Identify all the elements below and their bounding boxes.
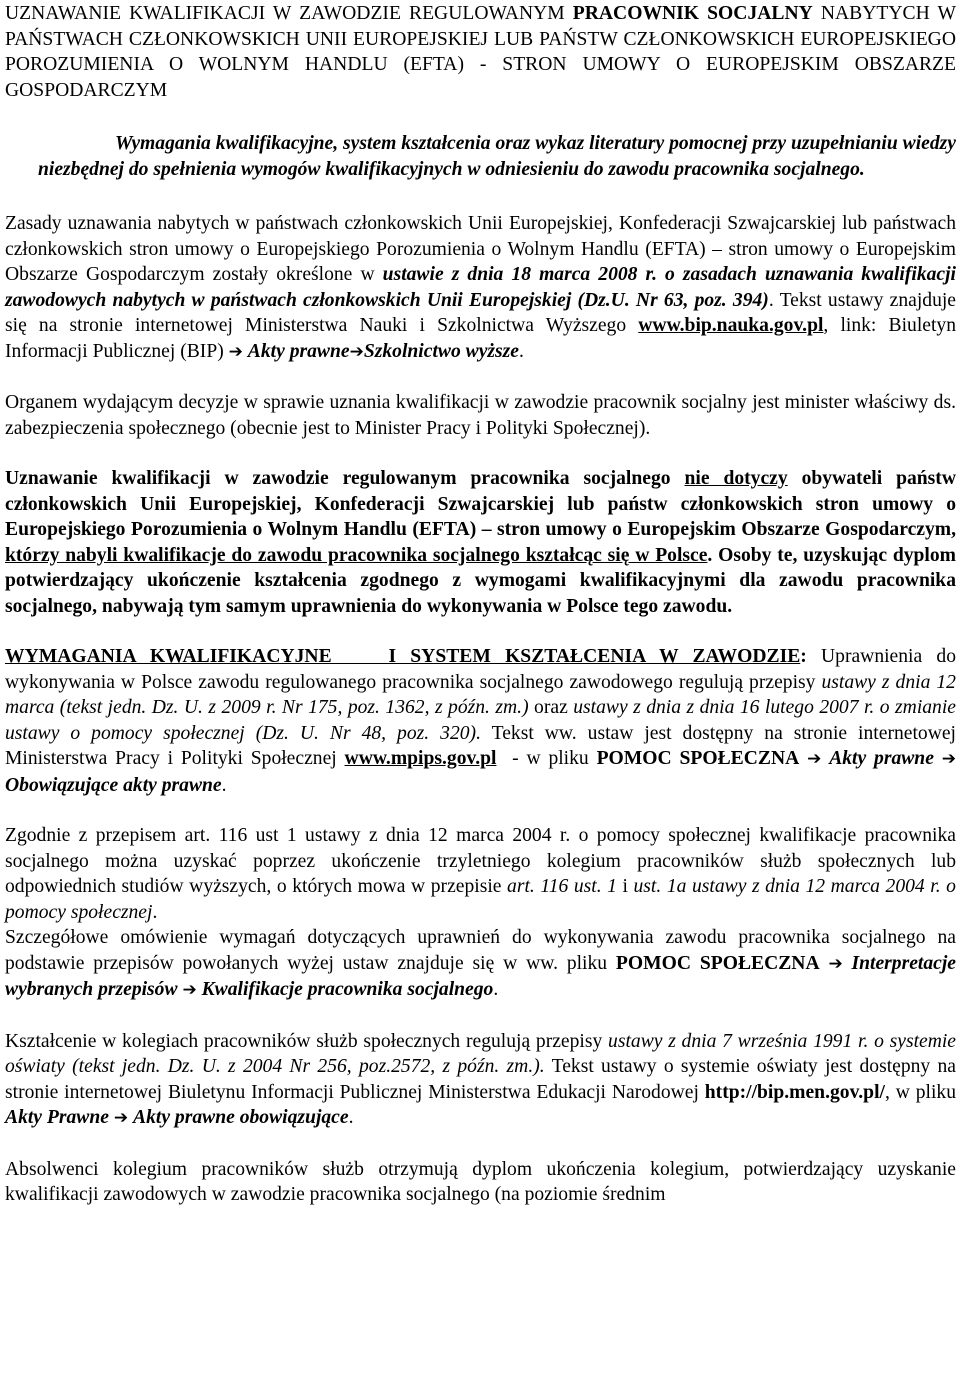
arrow-right-icon: ➔ [941,749,956,769]
link-bip-nauka[interactable]: www.bip.nauka.gov.pl [638,315,824,336]
arrow-right-icon: ➔ [113,1108,129,1128]
text: i [616,876,634,897]
arrow-right-icon: ➔ [828,953,843,974]
text: - w pliku [496,748,597,769]
text: Uznawanie kwalifikacji w zawodzie regulowanym pracownika socjalnego [5,468,685,489]
emphasis-underlined: nie dotyczy [684,468,788,489]
text: Uprawnienia do wykonywania w Polsce zawodu regulowanego pracownika socjalnego zawodowego regulują przepisy [5,646,956,693]
text: oraz [528,697,574,718]
text: . [519,340,524,362]
text: , w pliku [884,1081,956,1103]
link-bip-men[interactable]: http://bip.men.gov.pl/ [704,1081,885,1103]
text: Tekst ww. ustaw jest dostępny na stronie internetowej Ministerstwa Pracy i Polityki Społecznej [5,722,956,769]
spacer [5,798,956,823]
text: . Tekst ustawy znajduje się na stronie internetowej Ministerstwa Nauki i Szkolnictwa Wyższego [5,289,957,336]
emphasis-underlined: którzy nabyli kwalifikacje do zawodu pracownika socjalnego kształcąc się w Polsce [5,544,708,566]
spacer [5,1004,956,1029]
text: Zgodnie z przepisem art. 116 ust 1 ustawy z dnia 12 marca 2004 r. o pomocy społecznej kwalifikacje pracownika socjalnego można uzyskać poprzez ukończenie trzyletniego kolegium pracowników służb społecznych lub odpowiednich studiów wyższych, o których mowa w przepisie [5,825,956,897]
text: Tekst ustawy o systemie oświaty jest dostępny na stronie internetowej Biuletynu Informacji Publicznej Ministerstwa Edukacji Narodowej [5,1056,957,1103]
text: . [152,901,158,923]
nav-szkolnictwo-wyzsze: Szkolnictwo wyższe [363,340,519,362]
document-page [5,0,956,1208]
nav-obowiazujace-akty: Obowiązujące akty prawne [5,774,222,796]
spacer [5,103,956,131]
text: . [348,1107,354,1128]
document-subtitle [5,131,956,182]
paragraph-exemption [5,466,956,619]
text: : [800,646,807,667]
paragraph-authority [5,390,956,441]
spacer [5,619,956,644]
text: obywateli państw członkowskich Unii Europejskiej, Konfederacji Szwajcarskiej lub państw członkowskich stron umowy o Europejskiego Porozumienia o Wolnym Handlu (EFTA) – stron umowy o Europejskim Obszarze Gospodarczym, [5,468,956,540]
spacer [5,182,956,211]
arrow-right-icon: ➔ [807,749,822,769]
document-header [5,1,956,103]
text: . Osoby te, uzyskując dyplom potwierdzający ukończenie kształcenia zgodnego z wymogami kwalifikacyjnymi dla zawodu pracownika socjalnego, nabywają tym samym uprawnienia do wykonywania w Polsce tego zawodu. [5,544,956,617]
paragraph-qualifications [5,823,956,925]
law-citation: ustawie z dnia 18 marca 2008 r. o zasadach uznawania kwalifikacji zawodowych nabytych w państwach członkowskich Unii Europejskiej (Dz.U. Nr 63, poz. 394) [5,264,956,311]
text: , link: Biuletyn Informacji Publicznej (BIP) [5,315,956,362]
spacer [5,1132,956,1157]
header-profession: PRACOWNIK SOCJALNY [572,3,813,24]
spacer [5,441,956,466]
nav-akty-prawne: Akty Prawne [5,1107,109,1128]
text: Szczegółowe omówienie wymagań dotyczących uprawnień do wykonywania zawodu pracownika socjalnego na podstawie przepisów powołanych wyżej ustaw znajduje się w ww. pliku [5,927,956,974]
text: . [493,979,499,1000]
link-mpips[interactable]: www.mpips.gov.pl [344,748,497,769]
arrow-right-icon: ➔ [349,341,364,362]
nav-akty-obowiazujace: Akty prawne obowiązujące [133,1107,349,1128]
paragraph-colleges [5,1029,956,1132]
paragraph-details [5,925,956,1004]
section-heading: WYMAGANIA KWALIFIKACYJNE I SYSTEM KSZTAŁCENIA W ZAWODZIE [5,646,801,667]
paragraph-requirements [5,644,956,798]
nav-kwalifikacje: Kwalifikacje pracownika socjalnego [201,979,494,1000]
paragraph-legal-basis [5,211,956,365]
nav-akty-prawne: Akty prawne [247,340,350,362]
file-name: POMOC SPOŁECZNA [596,748,800,769]
law-citation: ustawy z dnia 7 września 1991 r. o systemie oświaty (tekst jedn. Dz. U. z 2004 Nr 256, poz.2572, z późn. zm.). [5,1030,957,1077]
paragraph-graduates [5,1157,956,1208]
nav-akty-prawne: Akty prawne [829,748,934,769]
text: Absolwenci kolegium pracowników służb otrzymują dyplom ukończenia kolegium, potwierdzający uzyskanie kwalifikacji zawodowych w zawodzie pracownika socjalnego (na poziomie średnim [5,1158,956,1205]
text: . [221,774,227,796]
law-citation: art. 116 ust. 1 [507,876,617,897]
file-name: POMOC SPOŁECZNA [615,952,820,974]
subtitle-text: Wymagania kwalifikacyjne, system kształcenia oraz wykaz literatury pomocnej przy uzupełnianiu wiedzy niezbędnej do spełnienia wymogów kwalifikacyjnych w odniesieniu do zawodu pracownika socjalnego. [38,133,956,180]
law-citation: ust. 1a ustawy z dnia 12 marca 2004 r. o pomocy społecznej [5,876,956,923]
text: Kształcenie w kolegiach pracowników służb społecznych regulują przepisy [5,1030,609,1052]
law-citation: ustawy z dnia 12 marca (tekst jedn. Dz. U. z 2009 r. Nr 175, poz. 1362, z późn. zm.) [5,671,956,718]
header-text-rest: NABYTYCH W PAŃSTWACH CZŁONKOWSKICH UNII EUROPEJSKIEJ LUB PAŃSTW CZŁONKOWSKICH EUROPEJSKIEGO POROZUMIENIA O WOLNYM HANDLU (EFTA) - STRON UMOWY O EUROPEJSKIM OBSZARZE GOSPODARCZYM [5,3,956,101]
arrow-right-icon: ➔ [182,980,197,1000]
header-text: UZNAWANIE KWALIFIKACJI W ZAWODZIE REGULOWANYM [5,3,573,24]
text: Organem wydającym decyzje w sprawie uznania kwalifikacji w zawodzie pracownik socjalny jest minister właściwy ds. zabezpieczenia społecznego (obecnie jest to Minister Pracy i Polityki Społecznej). [5,392,956,439]
arrow-right-icon: ➔ [228,341,243,362]
law-citation: ustawy z dnia z dnia 16 lutego 2007 r. o zmianie ustawy o pomocy społecznej (Dz. U. Nr 48, poz. 320). [5,697,956,744]
text: Zasady uznawania nabytych w państwach członkowskich Unii Europejskiej, Konfederacji Szwajcarskiej lub państwach członkowskich stron umowy o Europejskiego Porozumienia o Wolnym Handlu (EFTA) – stron umowy o Europejskim Obszarze Gospodarczym zostały określone w [5,213,956,285]
nav-interpretacje: Interpretacje wybranych przepisów [5,952,956,1000]
spacer [5,365,956,390]
